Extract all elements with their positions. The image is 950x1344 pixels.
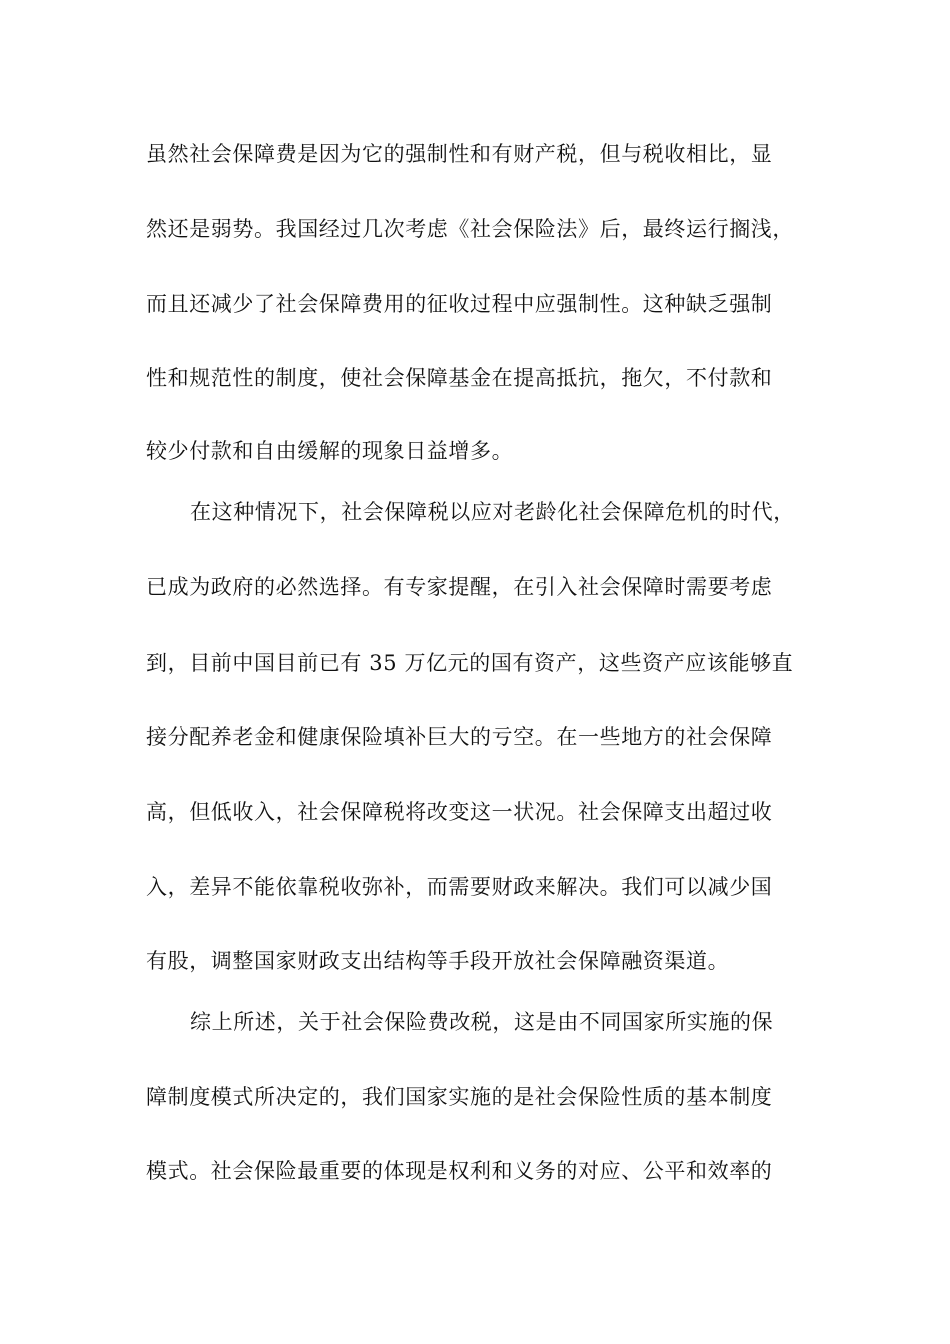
paragraph-1-line-1: 虽然社会保障费是因为它的强制性和有财产税，但与税收相比，显 (146, 142, 773, 166)
paragraph-2-line-6: 入，差异不能依靠税收弥补，而需要财政来解决。我们可以减少国 (146, 875, 773, 899)
paragraph-1-line-3: 而且还减少了社会保障费用的征收过程中应强制性。这种缺乏强制 (146, 292, 773, 316)
paragraph-1-line-5: 较少付款和自由缓解的现象日益增多。 (146, 439, 514, 463)
paragraph-1-line-2: 然还是弱势。我国经过几次考虑《社会保险法》后，最终运行搁浅， (146, 217, 794, 241)
paragraph-2-line-1: 在这种情况下，社会保障税以应对老龄化社会保障危机的时代， (190, 500, 795, 524)
paragraph-2-line-2: 已成为政府的必然选择。有专家提醒，在引入社会保障时需要考虑 (146, 575, 773, 599)
paragraph-3-line-3: 模式。社会保险最重要的体现是权利和义务的对应、公平和效率的 (146, 1159, 773, 1183)
paragraph-2-line-7: 有股，调整国家财政支出结构等手段开放社会保障融资渠道。 (146, 949, 730, 973)
paragraph-3-line-2: 障制度模式所决定的，我们国家实施的是社会保险性质的基本制度 (146, 1085, 773, 1109)
paragraph-3-line-1: 综上所述，关于社会保险费改税，这是由不同国家所实施的保 (190, 1010, 774, 1034)
paragraph-2-line-3: 到，目前中国目前已有 35 万亿元的国有资产，这些资产应该能够直 (146, 651, 794, 675)
paragraph-2-line-4: 接分配养老金和健康保险填补巨大的亏空。在一些地方的社会保障 (146, 725, 773, 749)
paragraph-2-line-5: 高，但低收入，社会保障税将改变这一状况。社会保障支出超过收 (146, 800, 773, 824)
paragraph-1-line-4: 性和规范性的制度，使社会保障基金在提高抵抗，拖欠，不付款和 (146, 366, 773, 390)
